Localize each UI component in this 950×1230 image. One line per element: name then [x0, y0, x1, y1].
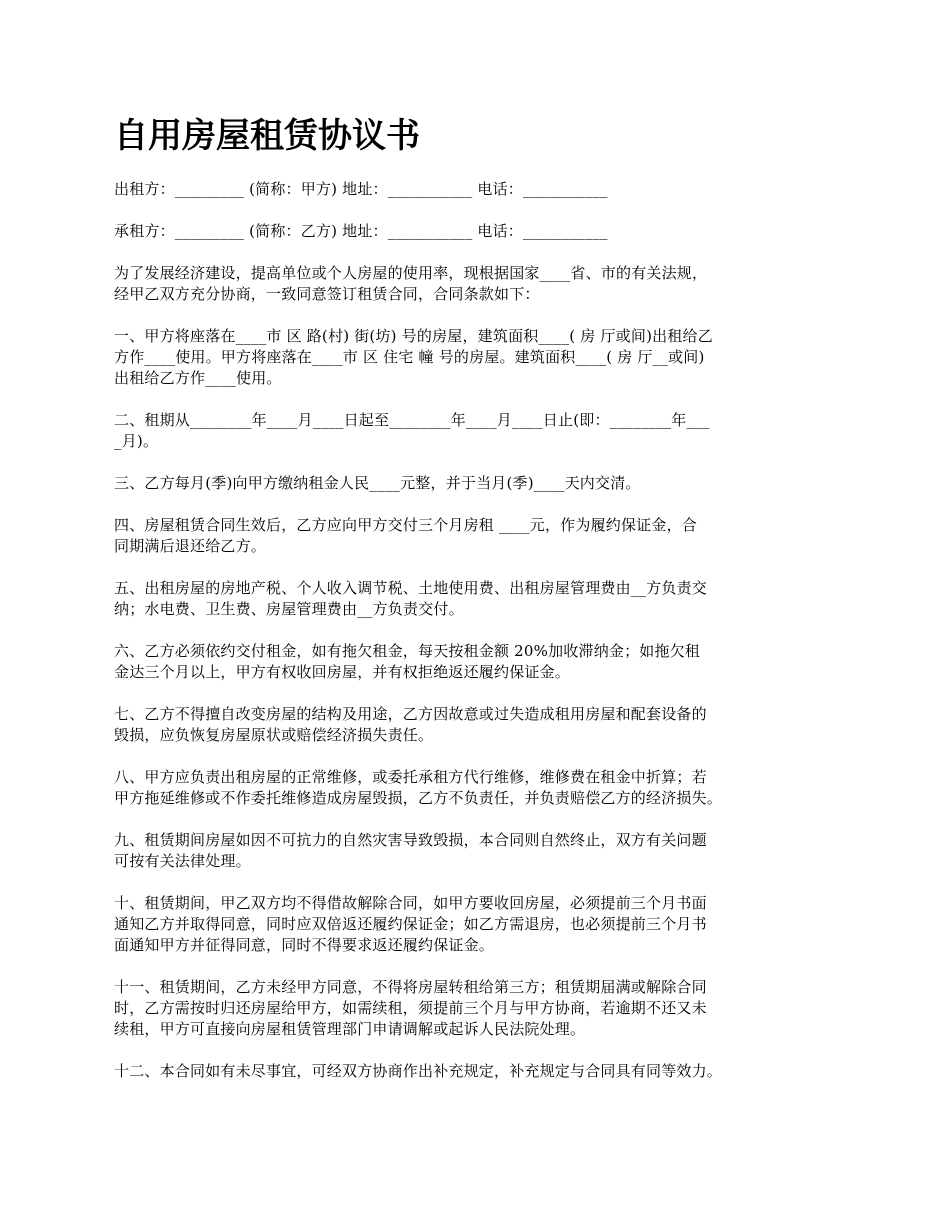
clause-2: 二、租期从________年____月____日起至________年____月____日止(即：________年___ _月)。 [114, 411, 710, 450]
clause-11: 十一、租赁期间，乙方未经甲方同意，不得将房屋转租给第三方；租赁期届满或解除合同 时，乙方需按时归还房屋给甲方，如需续租，须提前三个月与甲方协商，若逾期不还又未 续租，甲方可直接向房屋租赁管理部门申请调解或起诉人民法院处理。 [114, 978, 707, 1038]
clause-7: 七、乙方不得擅自改变房屋的结构及用途，乙方因故意或过失造成租用房屋和配套设备的 毁损，应负恢复房屋原状或赔偿经济损失责任。 [114, 705, 707, 744]
clause-8: 八、甲方应负责出租房屋的正常维修，或委托承租方代行维修，维修费在租金中折算；若 甲方拖延维修或不作委托维修造成房屋毁损，乙方不负责任，并负责赔偿乙方的经济损失。 [114, 768, 723, 807]
clause-3: 三、乙方每月(季)向甲方缴纳租金人民____元整，并于当月(季)____天内交清。 [114, 474, 641, 492]
clause-4: 四、房屋租赁合同生效后，乙方应向甲方交付三个月房租 ____元，作为履约保证金，合 同期满后退还给乙方。 [114, 516, 697, 555]
clause-1: 一、甲方将座落在____市 区 路(村) 街(坊) 号的房屋，建筑面积____( 房 厅或间)出租给乙 方作____使用。甲方将座落在____市 区 住宅 幢 号的房屋。建筑面积____( 房 厅__或间) 出租给乙方作____使用。 [114, 327, 713, 387]
document-title: 自用房屋租赁协议书 [114, 116, 420, 156]
clause-5: 五、出租房屋的房地产税、个人收入调节税、土地使用费、出租房屋管理费由__方负责交 纳；水电费、卫生费、房屋管理费由__方负责交付。 [114, 579, 708, 618]
clause-6: 六、乙方必须依约交付租金，如有拖欠租金，每天按租金额 20%加收滞纳金；如拖欠租 金达三个月以上，甲方有权收回房屋，并有权拒绝返还履约保证金。 [114, 642, 701, 681]
clause-10: 十、租赁期间，甲乙双方均不得借故解除合同，如甲方要收回房屋，必须提前三个月书面 通知乙方并取得同意，同时应双倍返还履约保证金；如乙方需退房，也必须提前三个月书 面通知甲方并征得同意，同时不得要求返还履约保证金。 [114, 894, 707, 954]
clause-12: 十二、本合同如有未尽事宜，可经双方协商作出补充规定，补充规定与合同具有同等效力。 [114, 1062, 723, 1080]
lessor-line: 出租方：_________ (简称：甲方) 地址：___________ 电话：___________ [114, 180, 608, 198]
document-body [114, 179, 854, 1103]
lessee-line: 承租方：_________ (简称：乙方) 地址：___________ 电话：___________ [114, 222, 608, 240]
preamble-paragraph: 为了发展经济建设，提高单位或个人房屋的使用率，现根据国家____省、市的有关法规， 经甲乙双方充分协商，一致同意签订租赁合同，合同条款如下： [114, 264, 708, 303]
clause-9: 九、租赁期间房屋如因不可抗力的自然灾害导致毁损，本合同则自然终止，双方有关问题 可按有关法律处理。 [114, 831, 707, 870]
